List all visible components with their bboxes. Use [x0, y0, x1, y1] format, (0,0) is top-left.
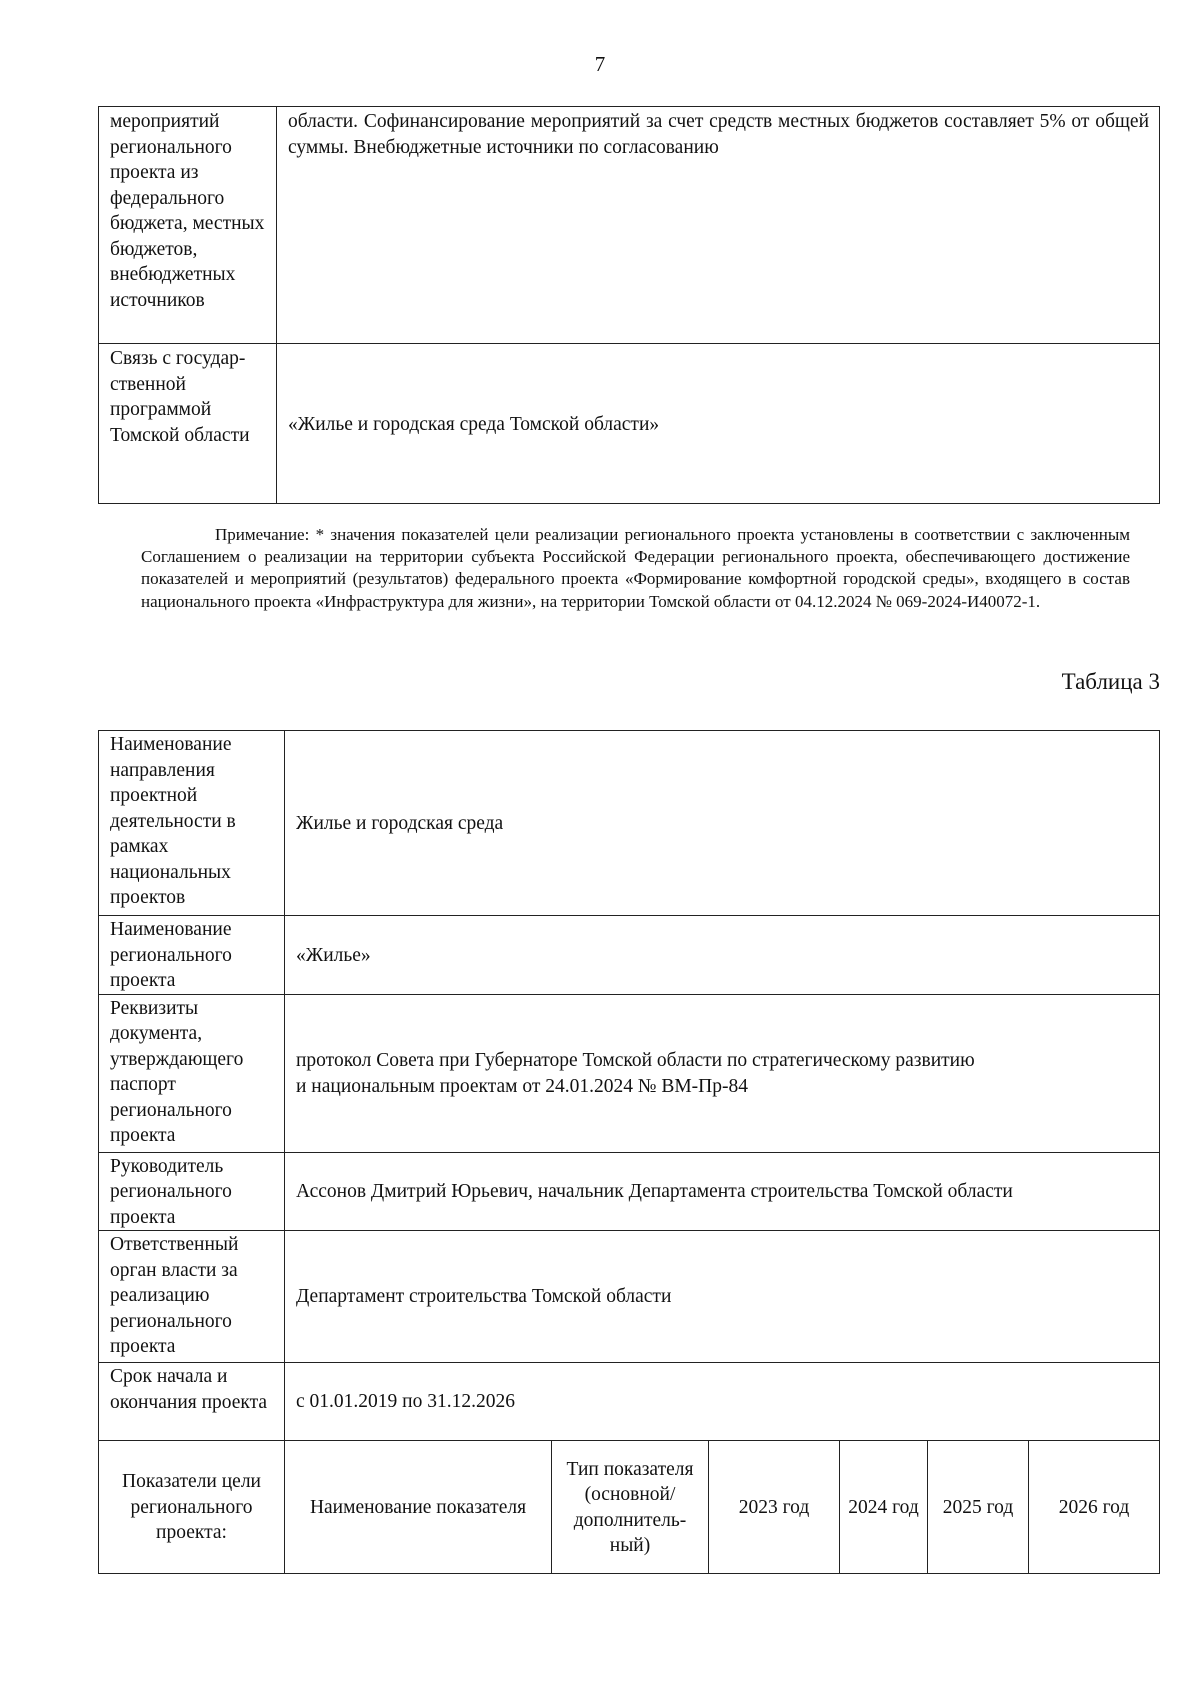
col-year-2023: 2023 год	[709, 1441, 840, 1574]
row-value: Ассонов Дмитрий Юрьевич, начальник Департамента строительства Томской области	[285, 1152, 1160, 1231]
table-top-continuation	[98, 106, 1160, 504]
indicators-label: Показатели цели регионального проекта:	[99, 1441, 285, 1574]
table-row	[99, 107, 1160, 344]
table-row	[99, 1363, 1160, 1441]
col-year-2026: 2026 год	[1029, 1441, 1160, 1574]
page-number: 7	[594, 52, 606, 76]
row-label: Ответственный орган власти за реализацию регионального проекта	[99, 1231, 285, 1363]
row-label: Наименование направления проектной деятельности в рамках национальных проектов	[99, 731, 285, 916]
row-label: Наименование регионального проекта	[99, 916, 285, 995]
col-indicator-name: Наименование показателя	[285, 1441, 552, 1574]
table-row	[99, 1152, 1160, 1231]
row-value: «Жилье и городская среда Томской области»	[277, 344, 1160, 504]
row-label: мероприятий регионального проекта из федерального бюджета, местных бюджетов, внебюджетных источников	[99, 107, 277, 344]
col-indicator-type: Тип показателя (основной/ дополнитель-ный)	[552, 1441, 709, 1574]
row-label: Руководитель регионального проекта	[99, 1152, 285, 1231]
row-value	[285, 994, 1160, 1152]
row-value: области. Софинансирование мероприятий за счет средств местных бюджетов составляет 5% от общей суммы. Внебюджетные источники по согласованию	[277, 107, 1160, 344]
table-row	[99, 1231, 1160, 1363]
footnote-text: Примечание: * значения показателей цели реализации регионального проекта установлены в соответствии с заключенным Соглашением о реализации на территории субъекта Российской Федерации регионального проекта, обеспечивающего достижение показателей и мероприятий (результатов) федерального проекта «Формирование комфортной городской среды», входящего в состав национального проекта «Инфраструктура для жизни», на территории Томской области от 04.12.2024 № 069-2024-И40072-1.	[141, 525, 1130, 611]
row-value: Департамент строительства Томской области	[285, 1231, 1160, 1363]
row-value-line: и национальным проектам от 24.01.2024 № ВМ-Пр-84	[296, 1075, 748, 1097]
row-value-line: протокол Совета при Губернаторе Томской области по стратегическому развитию	[296, 1050, 975, 1071]
indicators-header-row	[99, 1441, 1160, 1574]
row-label: Связь с государ-ственной программой Томской области	[99, 344, 277, 504]
col-year-2024: 2024 год	[840, 1441, 928, 1574]
table-caption: Таблица 3	[1061, 669, 1160, 694]
row-value: Жилье и городская среда	[285, 731, 1160, 916]
col-year-2025: 2025 год	[928, 1441, 1029, 1574]
footnote	[141, 524, 1130, 613]
row-label: Реквизиты документа, утверждающего паспорт регионального проекта	[99, 994, 285, 1152]
row-label: Срок начала и окончания проекта	[99, 1363, 285, 1441]
row-value: «Жилье»	[285, 916, 1160, 995]
table-row	[99, 994, 1160, 1152]
table-3	[98, 730, 1160, 1574]
table-row	[99, 344, 1160, 504]
row-value: с 01.01.2019 по 31.12.2026	[285, 1363, 1160, 1441]
table-row	[99, 731, 1160, 916]
table-row	[99, 916, 1160, 995]
